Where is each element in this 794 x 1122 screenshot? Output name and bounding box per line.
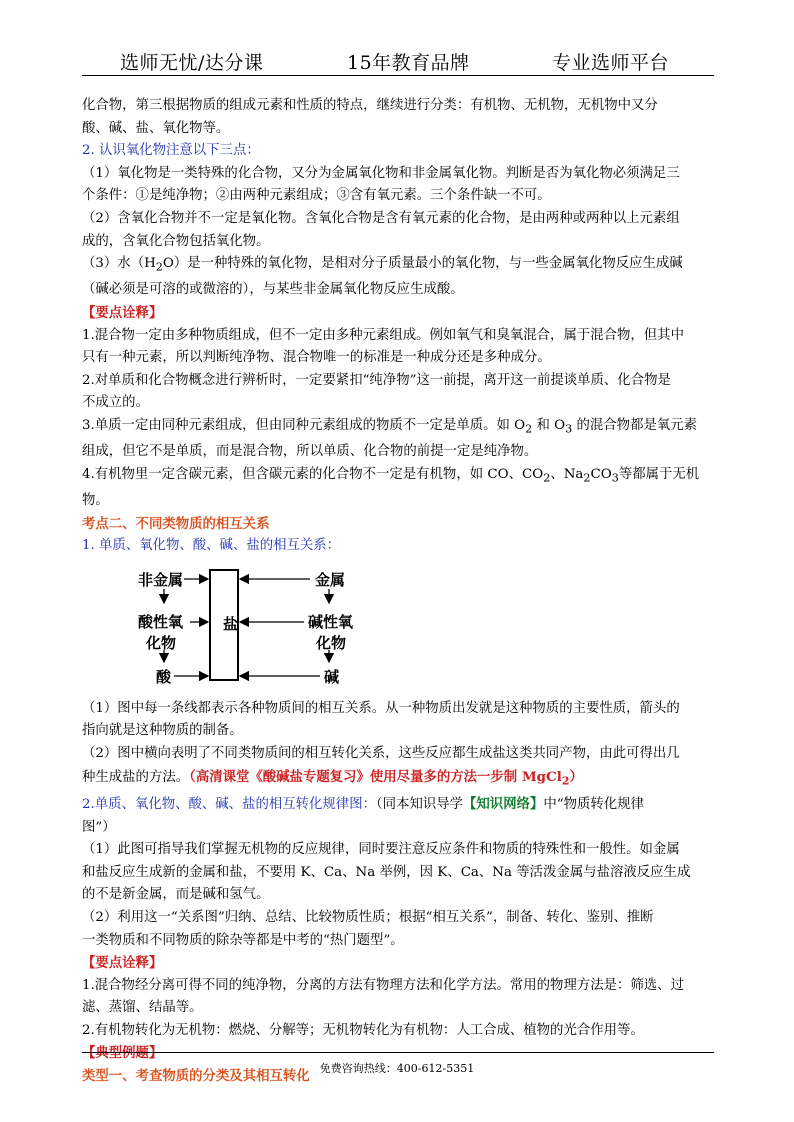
diagram-label-nonmetal: 非金属 xyxy=(138,570,184,589)
subscript: 2 xyxy=(155,260,163,274)
text-run: O）是一种特殊的氧化物，是相对分子质量最小的氧化物，与一些金属氧化物反应生成碱 xyxy=(162,256,683,272)
paragraph xyxy=(82,793,714,817)
paragraph: 一类物质和不同物质的除杂等都是中考的“热门题型”。 xyxy=(82,932,404,948)
paragraph: （1）图中每一条线都表示各种物质间的相互关系。从一种物质出发就是这种物质的主要性质，箭头的 xyxy=(82,700,680,716)
header-left-text: 选师无忧/达分课 xyxy=(120,52,264,74)
paragraph: 1.混合物一定由多种物质组成，但不一定由多种元素组成。例如氧气和臭氧混合，属于混合物，但其中 xyxy=(82,327,684,343)
paragraph: （1）氧化物是一类特殊的化合物，又分为金属氧化物和非金属氧化物。判断是否为氧化物必须满足三 xyxy=(82,165,680,181)
paragraph: 化合物，第三根据物质的组成元素和性质的特点，继续进行分类：有机物、无机物，无机物中又分 xyxy=(82,98,658,113)
text-run: CO xyxy=(590,466,612,482)
subscript: 2 xyxy=(583,471,591,485)
subscript: 2 xyxy=(525,422,533,436)
paragraph: 指向就是这种物质的制备。 xyxy=(82,723,243,739)
key-points-tag: 【要点诠释】 xyxy=(82,305,163,322)
paragraph: （1）此图可指导我们掌握无机物的反应规律，同时要注意反应条件和物质的特殊性和一般性。如金属 xyxy=(82,842,680,858)
paragraph: 个条件：①是纯净物；②由两种元素组成；③含有氧元素。三个条件缺一不可。 xyxy=(82,188,551,204)
paragraph: 2.有机物转化为无机物：燃烧、分解等；无机物转化为有机物：人工合成、植物的光合作用等。 xyxy=(82,1022,644,1038)
paragraph: （2）利用这一“关系图”归纳、总结、比较物质性质；根据“相互关系”，制备、转化、鉴别、推断 xyxy=(82,909,654,925)
diagram-label-base-oxide: 碱性氧 xyxy=(308,612,354,631)
paragraph: 只有一种元素，所以判断纯净物、混合物唯一的标准是一种成分还是多种成分。 xyxy=(82,350,551,366)
paragraph: 滤、蒸馏、结晶等。 xyxy=(82,1000,203,1016)
text-run: 等都属于无机 xyxy=(618,466,700,482)
paragraph: 的不是新金属，而是碱和氢气。 xyxy=(82,887,270,903)
diagram-label-metal: 金属 xyxy=(315,570,346,589)
key-points-tag: 【要点诠释】 xyxy=(82,955,163,972)
page-header xyxy=(82,46,714,76)
paragraph xyxy=(82,253,714,279)
diagram-label-acid: 酸 xyxy=(156,667,172,686)
paragraph xyxy=(82,415,714,441)
text-run: 4.有机物里一定含碳元素，但含碳元素的化合物不一定是有机物，如 CO、CO xyxy=(82,466,544,482)
text-run: ） xyxy=(569,768,583,785)
text-run: 的混合物都是氧元素 xyxy=(576,417,698,433)
paragraph xyxy=(82,464,714,490)
diagram-label-acid-oxide: 酸性氧 xyxy=(138,612,184,631)
paragraph: 酸、碱、盐、氧化物等。 xyxy=(82,120,230,136)
subscript: 3 xyxy=(611,471,619,485)
paragraph: （2）含氧化合物并不一定是氧化物。含氧化合物是含有氧元素的化合物，是由两种或两种以上元素组 xyxy=(82,210,680,226)
diagram-label-salt: 盐 xyxy=(223,614,239,633)
text-run: 3.单质一定由同种元素组成，但由同种元素组成的物质不一定是单质。如 O xyxy=(82,417,526,433)
footer-hotline: 免费咨询热线：400-612-5351 xyxy=(319,1062,475,1075)
paragraph: 不成立的。 xyxy=(82,395,149,411)
examples-tag: 【典型例题】 xyxy=(82,1045,163,1062)
text-run: （同本知识导学 xyxy=(375,796,464,812)
diagram-label-base-oxide: 化物 xyxy=(316,633,347,652)
subheading: 1. 单质、氧化物、酸、碱、盐的相互关系： xyxy=(82,538,341,554)
footer-divider xyxy=(82,1052,714,1053)
video-lesson-note xyxy=(189,768,583,788)
paragraph: （2）图中横向表明了不同类物质间的相互转化关系，这些反应都生成盐这类共同产物，由此可得出几 xyxy=(82,746,680,762)
text-run: （3）水（H xyxy=(82,256,156,272)
text-run: 和 O xyxy=(536,417,566,433)
diagram-label-base: 碱 xyxy=(324,667,340,686)
section-heading: 类型一、考查物质的分类及其相互转化 xyxy=(82,1068,310,1085)
subscript: 3 xyxy=(565,422,573,436)
paragraph: 成的，含氧化合物包括氧化物。 xyxy=(82,233,270,249)
paragraph: 1.混合物经分离可得不同的纯净物，分离的方法有物理方法和化学方法。常用的物理方法是：筛选、过 xyxy=(82,977,684,993)
subheading: 2.单质、氧化物、酸、碱、盐的相互转化规律图： xyxy=(82,796,376,812)
paragraph: 组成，但它不是单质，而是混合物，所以单质、化合物的前提一定是纯净物。 xyxy=(82,444,538,460)
subscript: 2 xyxy=(543,471,551,485)
paragraph xyxy=(82,766,714,793)
paragraph: 2.对单质和化合物概念进行辨析时，一定要紧扣“纯净物”这一前提，离开这一前提谈单质、化合物是 xyxy=(82,372,671,388)
text-run: 、Na xyxy=(550,466,584,482)
knowledge-network-tag: 【知识网络】 xyxy=(463,795,544,812)
header-center-text: 15年教育品牌 xyxy=(347,52,470,74)
paragraph: 物。 xyxy=(82,493,109,509)
paragraph: 图”） xyxy=(82,819,116,835)
text-run: （高清课堂《酸碱盐专题复习》使用尽量多的方法一步制 MgCl xyxy=(189,768,562,785)
diagram-label-acid-oxide: 化物 xyxy=(146,633,177,652)
header-right-text: 专业选师平台 xyxy=(552,52,670,74)
document-body xyxy=(82,95,714,1088)
subheading: 2. 认识氧化物注意以下三点： xyxy=(82,143,260,159)
relationship-diagram xyxy=(82,558,714,698)
section-heading: 考点二、不同类物质的相互关系 xyxy=(82,515,270,532)
text-run: 种生成盐的方法。 xyxy=(82,769,190,785)
paragraph: （碱必须是可溶的或微溶的），与某些非金属氧化物反应生成酸。 xyxy=(82,282,464,298)
text-run: 中“物质转化规律 xyxy=(543,796,644,812)
subscript: 2 xyxy=(561,774,570,788)
paragraph: 和盐反应生成新的金属和盐，不要用 K、Ca、Na 举例，因 K、Ca、Na 等活泼金属与盐溶液反应生成 xyxy=(82,864,691,880)
header-divider xyxy=(82,75,714,76)
